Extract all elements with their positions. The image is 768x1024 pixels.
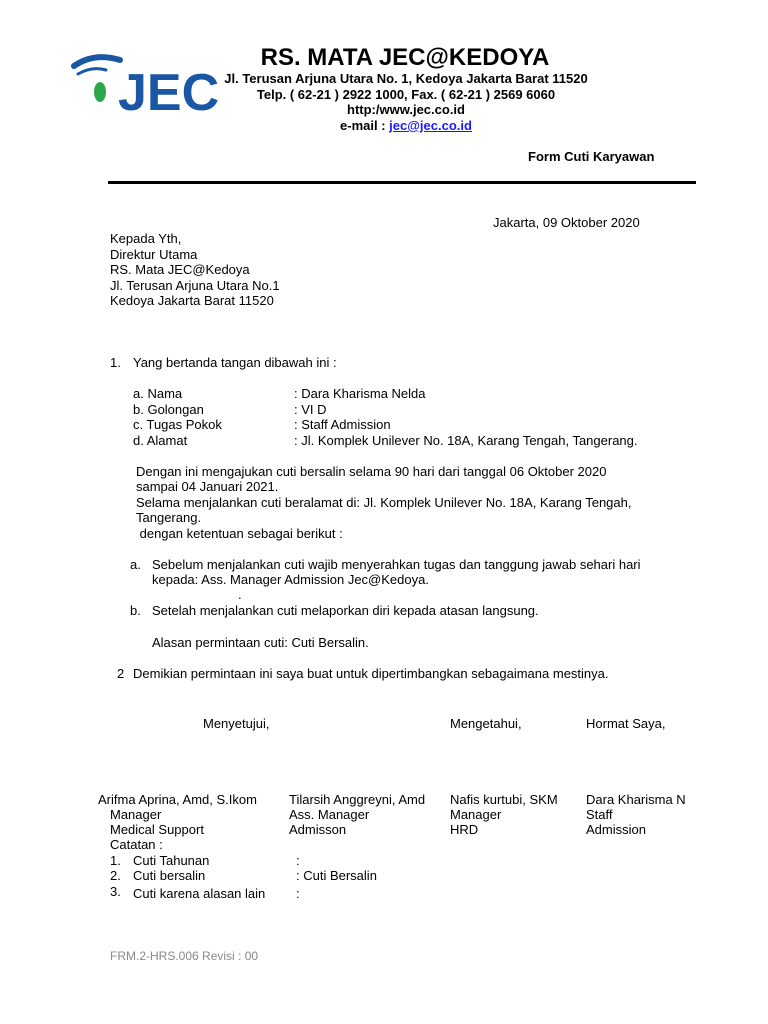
respect-label: Hormat Saya, — [586, 716, 666, 731]
condition-a-line: kepada: Ass. Manager Admission Jec@Kedoya. — [152, 572, 429, 587]
signer-title: Staff — [586, 807, 613, 822]
signer-title: Manager — [110, 807, 162, 822]
signer-name: Arifma Aprina, Amd, S.Ikom — [98, 792, 257, 807]
note-number: 1. — [110, 853, 121, 868]
note-label: Cuti bersalin — [133, 868, 206, 883]
hospital-phone: Telp. ( 62-21 ) 2922 1000, Fax. ( 62-21 ) 2569 6060 — [256, 87, 556, 102]
signer-dept: HRD — [450, 822, 479, 837]
logo-text: JEC — [118, 64, 220, 122]
approve-label: Menyetujui, — [203, 716, 270, 731]
signer-dept: Medical Support — [110, 822, 204, 837]
para-line: sampai 04 Januari 2021. — [136, 479, 279, 494]
hospital-name: RS. MATA JEC@KEDOYA — [260, 44, 550, 71]
signer-dept: Admisson — [289, 822, 347, 837]
note-value: : — [296, 853, 300, 868]
recipient-line: Direktur Utama — [110, 247, 198, 262]
field-value: : Staff Admission — [294, 417, 391, 432]
note-label: Cuti Tahunan — [133, 853, 210, 868]
stray-dot: . — [238, 587, 242, 602]
field-label: a. Nama — [133, 386, 183, 401]
recipient-line: RS. Mata JEC@Kedoya — [110, 262, 250, 277]
email-link[interactable]: jec@jec.co.id — [389, 118, 472, 133]
condition-a-line: Sebelum menjalankan cuti wajib menyerahkan tugas dan tanggung jawab sehari hari — [152, 557, 641, 572]
note-label: Cuti karena alasan lain — [133, 886, 266, 901]
leave-reason: Alasan permintaan cuti: Cuti Bersalin. — [152, 635, 369, 650]
field-label: c. Tugas Pokok — [133, 417, 222, 432]
hospital-website[interactable]: http:/www.jec.co.id — [347, 102, 465, 117]
notes-title: Catatan : — [110, 837, 163, 852]
form-title: Form Cuti Karyawan — [528, 149, 655, 164]
recipient-line: Kepada Yth, — [110, 231, 182, 246]
know-label: Mengetahui, — [450, 716, 522, 731]
signer-name: Tilarsih Anggreyni, Amd — [289, 792, 426, 807]
para-line: Dengan ini mengajukan cuti bersalin selama 90 hari dari tanggal 06 Oktober 2020 — [136, 464, 607, 479]
item1-number: 1. — [110, 355, 121, 370]
recipient-line: Kedoya Jakarta Barat 11520 — [110, 293, 274, 308]
note-value: : Cuti Bersalin — [296, 868, 377, 883]
note-number: 2. — [110, 868, 121, 883]
condition-b-text: Setelah menjalankan cuti melaporkan diri kepada atasan langsung. — [152, 603, 539, 618]
jec-logo — [72, 52, 220, 122]
field-label: b. Golongan — [133, 402, 204, 417]
para-line: Tangerang. — [136, 510, 202, 525]
form-code: FRM.2-HRS.006 Revisi : 00 — [110, 949, 259, 963]
item1-text: Yang bertanda tangan dibawah ini : — [133, 355, 337, 370]
field-value: : Jl. Komplek Unilever No. 18A, Karang Tengah, Tangerang. — [294, 433, 638, 448]
signer-name: Nafis kurtubi, SKM — [450, 792, 558, 807]
item2-text: Demikian permintaan ini saya buat untuk dipertimbangkan sebagaimana mestinya. — [133, 666, 609, 681]
field-value: : VI D — [294, 402, 327, 417]
condition-a-label: a. — [130, 557, 141, 572]
para-line: dengan ketentuan sebagai berikut : — [136, 526, 343, 541]
para-line: Selama menjalankan cuti beralamat di: Jl. Komplek Unilever No. 18A, Karang Tengah, — [136, 495, 632, 510]
field-label: d. Alamat — [133, 433, 188, 448]
note-value: : — [296, 886, 300, 901]
hospital-email-line — [196, 118, 616, 133]
note-number: 3. — [110, 884, 121, 899]
letter-date: Jakarta, 09 Oktober 2020 — [493, 215, 640, 230]
item2-number: 2 — [117, 666, 125, 681]
signer-dept: Admission — [586, 822, 646, 837]
signer-title: Manager — [450, 807, 502, 822]
field-value: : Dara Kharisma Nelda — [294, 386, 426, 401]
condition-b-label: b. — [130, 603, 141, 618]
signer-title: Ass. Manager — [289, 807, 370, 822]
email-label: e-mail : — [340, 118, 390, 133]
recipient-line: Jl. Terusan Arjuna Utara No.1 — [110, 278, 280, 293]
hospital-address: Jl. Terusan Arjuna Utara No. 1, Kedoya Jakarta Barat 11520 — [224, 71, 588, 86]
signer-name: Dara Kharisma N — [586, 792, 686, 807]
header-divider — [108, 181, 696, 184]
